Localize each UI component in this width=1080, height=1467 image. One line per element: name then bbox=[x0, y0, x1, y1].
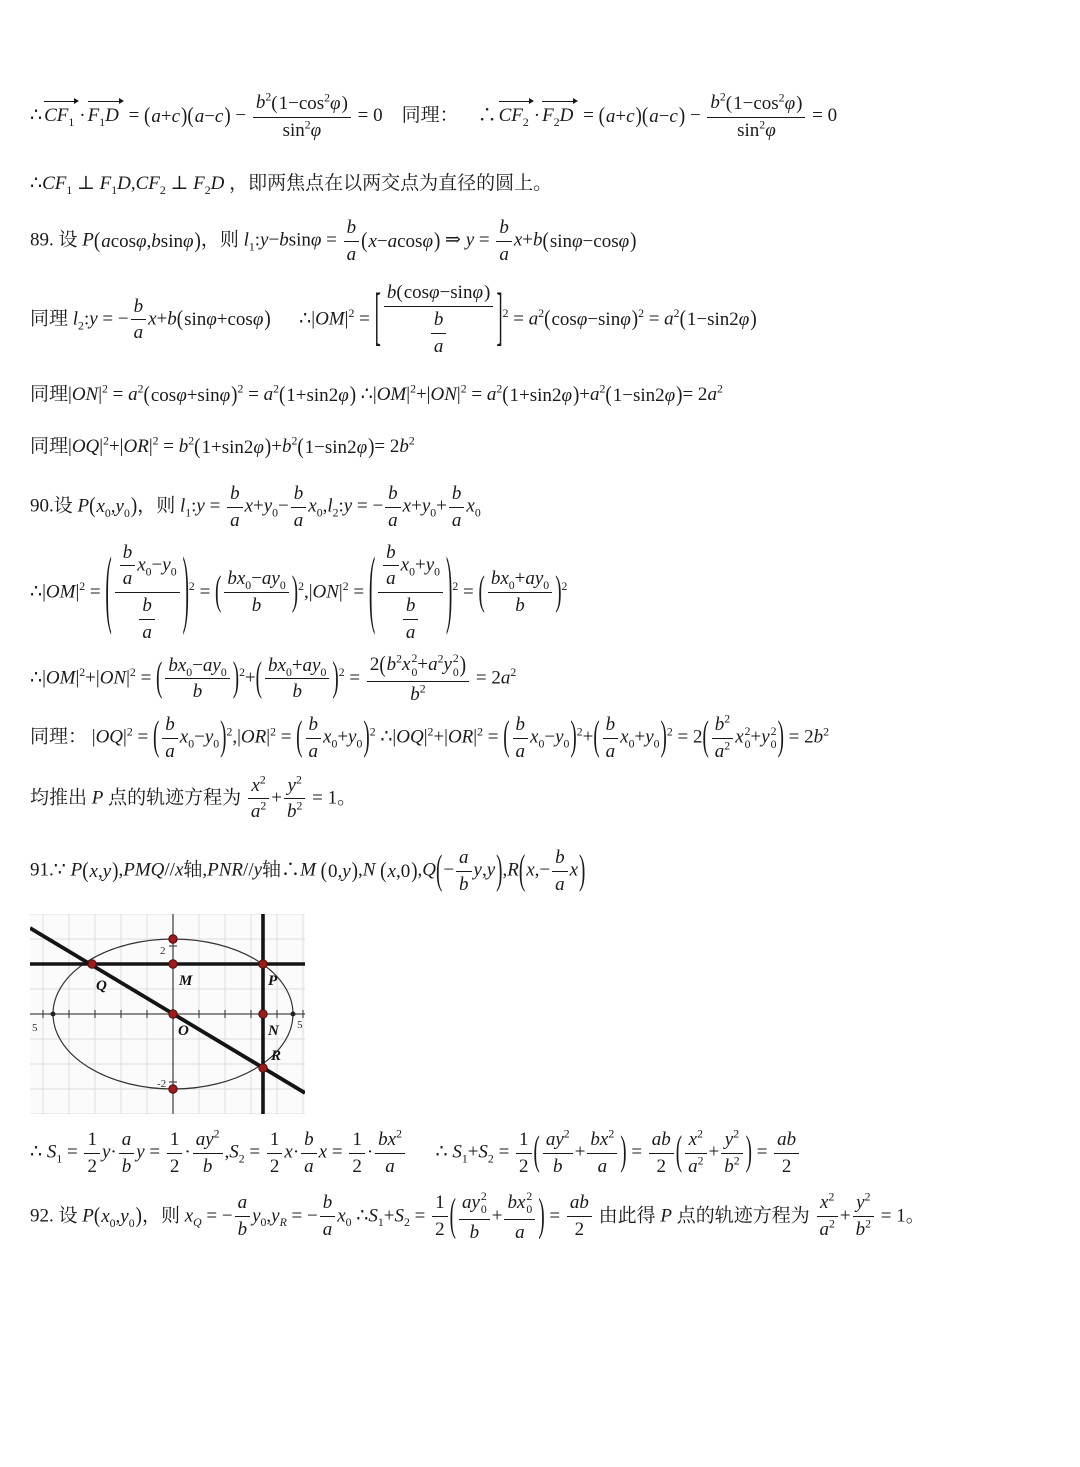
svg-text:P: P bbox=[268, 972, 278, 989]
formula-line-problem-92: 92. 设 P ( $x_0,y_0$ ) ，则 $x_Q$ = − $\frac{a}{b}$ $y_0,y_R$ = − $\frac{b}{a}$ $x_0$ $\therefore S_1+S_2$ = $\frac{1}{2}$ ( ay 2 0 b + bx 2 0 a ) = $\frac{ab}{2}$ 由此得 P 点的轨迹方程为 $\frac{x^2}{a^2}$ + $\frac{y^2}{b^2}$ = 1。 bbox=[30, 1189, 925, 1243]
formula-line-oq-or: 同理$|OQ|^2+|OR|^2 = b^2$ ( 1+sin2φ ) $+b^2$ ( 1−sin2φ ) = $2b^2$ bbox=[30, 435, 415, 460]
svg-text:M: M bbox=[179, 972, 193, 989]
svg-text:R: R bbox=[271, 1047, 282, 1064]
formula-line-l2-om: 同理 $l_2:y$ = − $\frac{b}{a}$ x+b ( sinφ+cosφ ) $\therefore|OM|^2$ = [ b ( cosφ−sinφ ) $\frac{b}{a}$ ] $^2 = a^2$ ( cosφ−sinφ ) $^2 = a^2$ ( 1−sin2φ ) bbox=[30, 281, 757, 358]
formula-line-problem-89: 89. 设 P ( acosφ,bsinφ ) ，则 $l_1:y-bsin\varphi$ = $\frac{b}{a}$ ( x−acosφ ) ⇒ y = $\frac{b}{a}$ x+b ( sinφ−cosφ ) bbox=[30, 217, 637, 265]
svg-text:-2: -2 bbox=[157, 1077, 167, 1090]
formula-line-om-on-def: $\therefore|OM|^2$ = ( $\frac{b}{a}$ $x_0-y_0$ $\frac{b}{a}$ ) $^2$ = ( $\frac{bx_0-ay_0}{b}$ ) $^2,|ON|^2$ = ( $\frac{b}{a}$ $x_0+y_0$ $\frac{b}{a}$ ) $^2$ = ( $\frac{bx_0+ay_0}{b}$ ) $^2$ bbox=[30, 541, 568, 644]
svg-text:5: 5 bbox=[297, 1018, 303, 1031]
svg-text:N: N bbox=[268, 1022, 279, 1039]
formula-line-perpendicular: $\therefore CF_1$ ⊥ $F_1D,CF_2$ ⊥ $F_2D$ ，即两焦点在以两交点为直径的圆上。 bbox=[30, 173, 553, 198]
formula-line-locus: 均推出 P 点的轨迹方程为 $\frac{x^2}{a^2}$ + $\frac{y^2}{b^2}$ = 1。 bbox=[30, 773, 357, 823]
svg-text:5: 5 bbox=[32, 1021, 38, 1034]
ellipse-figure-svg bbox=[30, 914, 305, 1114]
ellipse-figure bbox=[30, 914, 1058, 1119]
formula-line-s1-s2: ∴ $S_1$ = $\frac{1}{2}$ y· $\frac{a}{b}$ y = $\frac{1}{2}$ · $\frac{ay^2}{b}$ $,S_2$ = $\frac{1}{2}$ x· $\frac{b}{a}$ x = $\frac{1}{2}$ · $\frac{bx^2}{a}$ ∴ $S_1+S_2$ = $\frac{1}{2}$ ( $\frac{ay^2}{b}$ + $\frac{bx^2}{a}$ ) = $\frac{ab}{2}$ ( $\frac{x^2}{a^2}$ + $\frac{y^2}{b^2}$ ) = $\frac{ab}{2}$ bbox=[30, 1129, 1058, 1178]
svg-text:2: 2 bbox=[160, 944, 166, 957]
formula-line-oq-or-sum: 同理： $|OQ|^2$ = ( $\frac{b}{a}$ $x_0-y_0$ ) $^2,|OR|^2$ = ( $\frac{b}{a}$ $x_0+y_0$ ) $^2$ $\therefore|OQ|^2+|OR|^2$ = ( $\frac{b}{a}$ $x_0-y_0$ ) $^2$+ ( $\frac{b}{a}$ $x_0+y_0$ ) $^2$ = 2 ( $\frac{b^2}{a^2}$ x 2 0 +y 2 0 ) = $2b^2$ bbox=[30, 712, 829, 762]
formula-line-cf-products: ∴ $CF_1 \cdot F_1D$ = ( a+c ) ( a−c ) − $b^2$ ( $1-\cos^2\varphi$ ) $\sin^2\varphi$ = 0 同理： ∴ $CF_2 \cdot F_2D$ = ( a+c ) ( a−c ) − $b^2$ ( $1-\cos^2\varphi$ ) $\sin^2\varphi$ = 0 bbox=[30, 90, 838, 141]
formula-line-problem-90: 90.设 P ( $x_0,y_0$ ) ，则 $l_1:y$ = $\frac{b}{a}$ $x+y_0-$ $\frac{b}{a}$ $x_0,l_2:y$ = − $\frac{b}{a}$ $x+y_0+$ $\frac{b}{a}$ $x_0$ bbox=[30, 482, 481, 531]
formula-line-on-sum: 同理$|ON|^2 = a^2$ ( cosφ+sinφ ) $^2 = a^2$ ( 1+sin2φ ) $\therefore|OM|^2+|ON|^2 = a^2$ ( 1+sin2φ ) $+a^2$ ( 1−sin2φ ) = $2a^2$ bbox=[30, 382, 723, 408]
formula-line-problem-91: 91.∵ P ( x,y ) ,PMQ//x轴,PNR//y轴∴M ( 0,y ) ,N ( x,0 ) ,Q ( − $\frac{a}{b}$ y,y ) ,R ( x,− $\frac{b}{a}$ x ) bbox=[30, 847, 586, 896]
svg-text:Q: Q bbox=[96, 977, 107, 994]
formula-line-om-on-sum: $\therefore|OM|^2+|ON|^2$ = ( $\frac{bx_0-ay_0}{b}$ ) $^2$+ ( $\frac{bx_0+ay_0}{b}$ ) $^2$ = 2 ( $b^2x$ 2 0 $+a^2y$ 2 0 ) $b^2$ = $2a^2$ bbox=[30, 651, 517, 706]
svg-text:O: O bbox=[178, 1022, 189, 1039]
